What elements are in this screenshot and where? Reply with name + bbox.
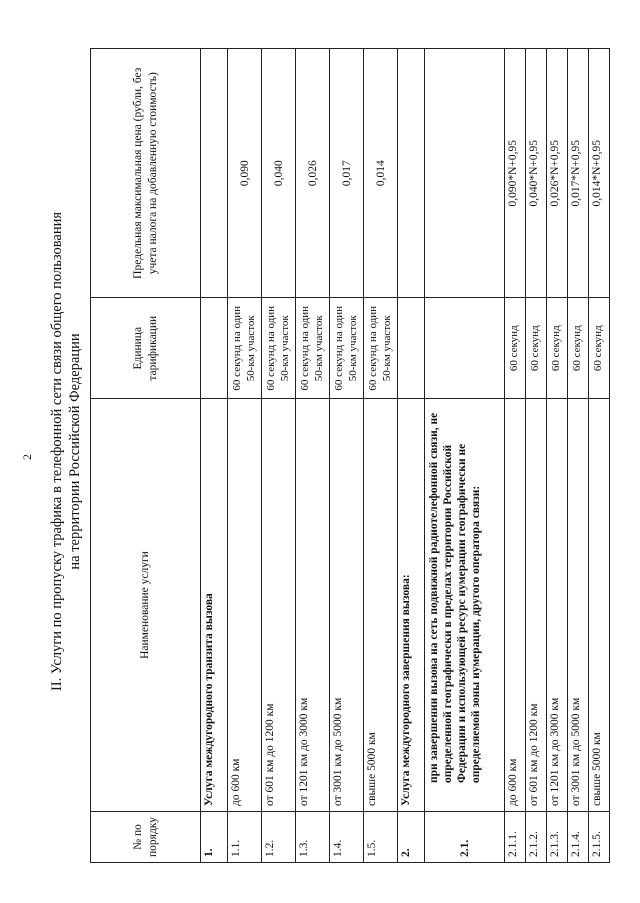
row-price: 0,040 bbox=[262, 49, 296, 298]
row-price: 0,040*N+0,95 bbox=[526, 49, 547, 298]
table-row bbox=[589, 49, 610, 863]
row-price: 0,090*N+0,95 bbox=[505, 49, 526, 298]
section-name: Услуга междугородного завершения вызова: bbox=[398, 399, 425, 812]
row-price: 0,017 bbox=[330, 49, 364, 298]
empty-cell bbox=[201, 49, 228, 298]
section-number: 2. bbox=[398, 812, 425, 863]
row-number: 2.1.5. bbox=[589, 812, 610, 863]
table-row bbox=[505, 49, 526, 863]
row-price: 0,026 bbox=[296, 49, 330, 298]
row-number: 2.1.1. bbox=[505, 812, 526, 863]
header-unit: Единица тарификации bbox=[91, 298, 201, 399]
row-price: 0,090 bbox=[228, 49, 262, 298]
table-row bbox=[568, 49, 589, 863]
row-unit: 60 секунд bbox=[526, 298, 547, 399]
empty-cell bbox=[398, 49, 425, 298]
empty-cell bbox=[425, 49, 505, 298]
table-row bbox=[364, 49, 398, 863]
section-name: Услуга междугородного транзита вызова bbox=[201, 399, 228, 812]
row-number: 2.1.4. bbox=[568, 812, 589, 863]
table-row bbox=[228, 49, 262, 863]
tariff-table bbox=[90, 48, 610, 863]
row-service-name: от 3001 км до 5000 км bbox=[330, 399, 364, 812]
row-service-name: до 600 км bbox=[505, 399, 526, 812]
row-unit: 60 секунд на один 50-км участок bbox=[330, 298, 364, 399]
section-number: 1. bbox=[201, 812, 228, 863]
row-number: 1.3. bbox=[296, 812, 330, 863]
row-unit: 60 секунд bbox=[547, 298, 568, 399]
document-title bbox=[48, 0, 84, 903]
empty-cell bbox=[425, 298, 505, 399]
table-row bbox=[262, 49, 296, 863]
row-service-name: от 601 км до 1200 км bbox=[262, 399, 296, 812]
row-price: 0,014 bbox=[364, 49, 398, 298]
subsection-name: при завершении вызова на сеть подвижной радиотелефонной связи, не определенной географически в пределах территории Российской Федерации и использующей ресурс нумерации географически не определяемой зоны нумерации, другого оператора связи: bbox=[425, 399, 505, 812]
row-service-name: от 601 км до 1200 км bbox=[526, 399, 547, 812]
row-service-name: от 1201 км до 3000 км bbox=[547, 399, 568, 812]
row-price: 0,026*N+0,95 bbox=[547, 49, 568, 298]
row-number: 1.5. bbox=[364, 812, 398, 863]
row-number: 1.4. bbox=[330, 812, 364, 863]
row-service-name: свыше 5000 км bbox=[364, 399, 398, 812]
row-service-name: свыше 5000 км bbox=[589, 399, 610, 812]
page-number: 2 bbox=[20, 454, 34, 460]
row-unit: 60 секунд на один 50-км участок bbox=[364, 298, 398, 399]
row-unit: 60 секунд bbox=[589, 298, 610, 399]
section-row bbox=[398, 49, 425, 863]
table-row bbox=[526, 49, 547, 863]
title-line-1: II. Услуги по пропуску трафика в телефонной сети связи общего пользования bbox=[49, 211, 65, 692]
row-service-name: до 600 км bbox=[228, 399, 262, 812]
header-price: Предельная максимальная цена (рубли, без учета налога на добавленную стоимость) bbox=[91, 49, 201, 298]
empty-cell bbox=[201, 298, 228, 399]
table-row bbox=[330, 49, 364, 863]
header-service-name: Наименование услуги bbox=[91, 399, 201, 812]
table-header-row bbox=[91, 49, 201, 863]
row-unit: 60 секунд на один 50-км участок bbox=[296, 298, 330, 399]
row-number: 2.1.3. bbox=[547, 812, 568, 863]
title-line-2: на территории Российской Федерации bbox=[67, 333, 83, 570]
row-price: 0,017*N+0,95 bbox=[568, 49, 589, 298]
row-number: 1.1. bbox=[228, 812, 262, 863]
table-row bbox=[547, 49, 568, 863]
section-row bbox=[201, 49, 228, 863]
header-number: № по порядку bbox=[91, 812, 201, 863]
row-unit: 60 секунд bbox=[505, 298, 526, 399]
row-unit: 60 секунд на один 50-км участок bbox=[228, 298, 262, 399]
subsection-row bbox=[425, 49, 505, 863]
row-price: 0,014*N+0,95 bbox=[589, 49, 610, 298]
row-service-name: от 3001 км до 5000 км bbox=[568, 399, 589, 812]
row-number: 1.2. bbox=[262, 812, 296, 863]
row-service-name: от 1201 км до 3000 км bbox=[296, 399, 330, 812]
table-row bbox=[296, 49, 330, 863]
subsection-number: 2.1. bbox=[425, 812, 505, 863]
row-unit: 60 секунд на один 50-км участок bbox=[262, 298, 296, 399]
empty-cell bbox=[398, 298, 425, 399]
row-unit: 60 секунд bbox=[568, 298, 589, 399]
row-number: 2.1.2. bbox=[526, 812, 547, 863]
